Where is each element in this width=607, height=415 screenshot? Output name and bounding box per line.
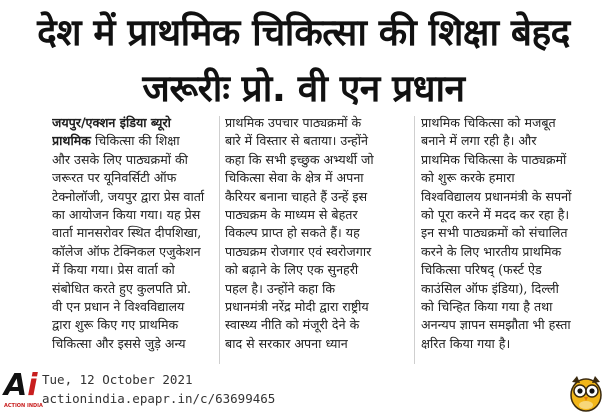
column-line: वार्ता मानसरोवर स्थित दीपशिखा,	[52, 225, 202, 241]
column-line: कहा कि सभी इच्छुक अभ्यर्थी जो	[225, 151, 374, 167]
column-line: को पूरा करने में मदद कर रहा है।	[421, 207, 570, 223]
column-line: को बढ़ाने के लिए एक सुनहरी	[225, 262, 359, 278]
article-column-1	[52, 114, 217, 364]
column-line: को चिन्हित किया गया है तथा	[421, 299, 553, 315]
column-line: क्षरित किया गया है।	[421, 335, 511, 351]
column-line: में किया गया। प्रेस वार्ता को	[52, 262, 175, 278]
logo-mark-letter: i	[27, 368, 38, 403]
lead-word: प्राथमिक	[52, 133, 91, 149]
column-divider	[414, 116, 415, 364]
column-line: कैरियर बनाना चाहते हैं उन्हें इस	[225, 188, 368, 204]
column-line	[52, 114, 217, 132]
column-line: जरूरत पर यूनिवर्सिटी ऑफ	[52, 170, 177, 186]
column-line: संबोधित करते हुए कुलपति प्रो.	[52, 280, 192, 296]
column-line: चिकित्सा और इससे जुड़े अन्य	[52, 335, 186, 351]
column-line: विश्वविद्यालय प्रधानमंत्री के सपनों	[421, 188, 572, 204]
column-line: पाठ्यक्रम के माध्यम से बेहतर	[225, 207, 358, 223]
column-line: चिकित्सा सेवा के क्षेत्र में अपना	[225, 170, 364, 186]
column-divider	[219, 116, 220, 364]
article-column-2	[225, 114, 410, 364]
column-line	[52, 132, 217, 150]
column-line: प्रधानमंत्री नरेंद्र मोदी द्वारा राष्ट्रीय	[225, 299, 369, 315]
column-line: चिकित्सा परिषद् (फर्स्ट ऐड	[421, 262, 542, 278]
logo-mark	[4, 370, 38, 402]
column-line: द्वारा शुरू किए गए प्राथमिक	[52, 317, 179, 333]
column-line-rest: चिकित्सा की शिक्षा	[94, 133, 180, 149]
column-line: इन सभी पाठ्यक्रमों को संचालित	[421, 225, 568, 241]
epaper-footer	[0, 368, 607, 415]
column-line: बनाने में लगा रही है। और	[421, 133, 537, 149]
column-line: और उसके लिए पाठ्यक्रमों की	[52, 151, 188, 167]
column-line: प्राथमिक उपचार पाठ्यक्रमों के	[225, 115, 362, 130]
article-column-3	[421, 114, 601, 364]
column-line: वी एन प्रधान ने विश्वविद्यालय	[52, 299, 185, 315]
column-line: को शुरू करके हमारा	[421, 170, 515, 186]
logo-mark-letter: A	[4, 368, 28, 403]
headline-line-1: देश में प्राथमिक चिकित्सा की शिक्षा बेहद	[37, 11, 570, 54]
column-line: टेक्नोलॉजी, जयपुर द्वारा प्रेस वार्ता	[52, 188, 205, 204]
column-line: प्राथमिक चिकित्सा को मजबूत	[421, 115, 556, 130]
column-line: बाद से सरकार अपना ध्यान	[225, 335, 348, 351]
column-line: करने के लिए भारतीय प्राथमिक	[421, 243, 562, 259]
column-line: का आयोजन किया गया। यह प्रेस	[52, 207, 201, 223]
byline: जयपुर/एक्शन इंडिया ब्यूरो	[52, 115, 171, 130]
action-india-logo[interactable]	[4, 368, 43, 412]
epaper-url[interactable]: actionindia.epapr.in/c/63699465	[42, 391, 276, 406]
owl-mascot-icon	[568, 372, 604, 412]
edition-date: Tue, 12 October 2021	[42, 372, 193, 387]
column-line: स्वास्थ्य नीति को मंजूरी देने के	[225, 317, 360, 333]
column-line: विकल्प प्राप्त हो सकते हैं। यह	[225, 225, 360, 241]
column-line: प्राथमिक चिकित्सा के पाठ्यक्रमों	[421, 151, 567, 167]
column-line: पहल है। उन्होंने कहा कि	[225, 280, 336, 296]
column-line: काउंसिल ऑफ इंडिया), दिल्ली	[421, 280, 559, 296]
column-line: पाठ्यक्रम रोजगार एवं स्वरोजगार	[225, 243, 372, 259]
column-line: बारे में विस्तार से बताया। उन्होंने	[225, 133, 368, 149]
column-line: कॉलेज ऑफ टेक्निकल एजुकेशन	[52, 243, 201, 259]
column-line: अनन्यप ज्ञापन समझौता भी हस्ता	[421, 317, 571, 333]
logo-text: ACTION INDIA	[4, 403, 43, 409]
headline-line-2: जरूरीः प्रो. वी एन प्रधान	[142, 67, 465, 110]
